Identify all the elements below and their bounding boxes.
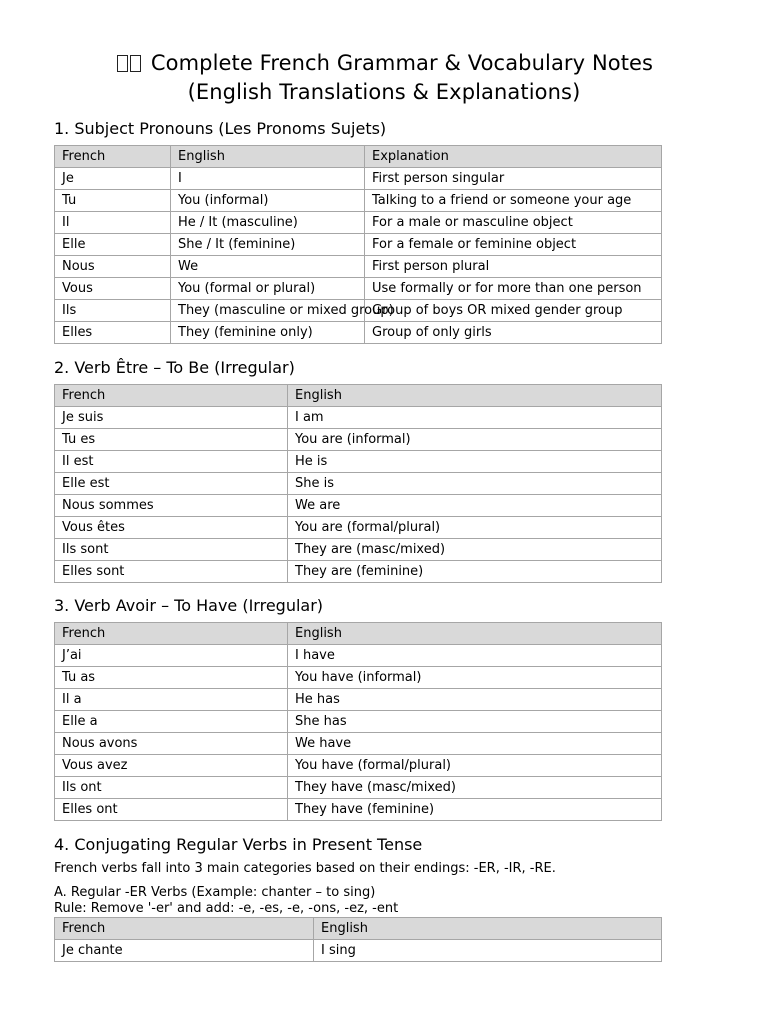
table-cell: They are (feminine) — [288, 561, 662, 583]
table-cell: They have (feminine) — [288, 799, 662, 821]
section-4-heading: 4. Conjugating Regular Verbs in Present Tense — [54, 835, 423, 854]
table-row — [55, 190, 662, 212]
table-cell: I am — [288, 407, 662, 429]
table-cell: We are — [288, 495, 662, 517]
table-cell: Ils — [55, 300, 171, 322]
table-cell: Tu — [55, 190, 171, 212]
table-cell: Il — [55, 212, 171, 234]
table-row — [55, 667, 662, 689]
table-cell: You (informal) — [171, 190, 365, 212]
table-cell: They (feminine only) — [171, 322, 365, 344]
table-row — [55, 495, 662, 517]
table-row — [55, 212, 662, 234]
table-row — [55, 407, 662, 429]
table-cell: Tu as — [55, 667, 288, 689]
column-header: French — [55, 623, 288, 645]
table-cell: They are (masc/mixed) — [288, 539, 662, 561]
column-header: French — [55, 918, 314, 940]
table-cell: You have (formal/plural) — [288, 755, 662, 777]
table-cell: Group of only girls — [365, 322, 662, 344]
table-row — [55, 755, 662, 777]
table-cell: Nous avons — [55, 733, 288, 755]
table-cell: Use formally or for more than one person — [365, 278, 662, 300]
table-cell: You are (informal) — [288, 429, 662, 451]
column-header: Explanation — [365, 146, 662, 168]
table-row — [55, 689, 662, 711]
table-cell: You (formal or plural) — [171, 278, 365, 300]
section-2-heading: 2. Verb Être – To Be (Irregular) — [54, 358, 295, 377]
table-cell: She is — [288, 473, 662, 495]
er-verbs-rule: Rule: Remove '-er' and add: -e, -es, -e, -ons, -ez, -ent — [54, 901, 399, 916]
table-row — [55, 645, 662, 667]
table-cell: Je chante — [55, 940, 314, 962]
table-cell: Il est — [55, 451, 288, 473]
column-header: English — [171, 146, 365, 168]
table-cell: Vous êtes — [55, 517, 288, 539]
table-cell: Ils ont — [55, 777, 288, 799]
er-verbs-table — [54, 917, 662, 962]
table-row — [55, 429, 662, 451]
title-line-1: Complete French Grammar & Vocabulary Notes — [0, 50, 768, 79]
section-3-heading: 3. Verb Avoir – To Have (Irregular) — [54, 596, 324, 615]
section-1-heading: 1. Subject Pronouns (Les Pronoms Sujets) — [54, 119, 387, 138]
table-row — [55, 940, 662, 962]
table-cell: Il a — [55, 689, 288, 711]
table-cell: He has — [288, 689, 662, 711]
table-cell: Talking to a friend or someone your age — [365, 190, 662, 212]
table-cell: Group of boys OR mixed gender group — [365, 300, 662, 322]
column-header: French — [55, 146, 171, 168]
table-cell: You have (informal) — [288, 667, 662, 689]
table-cell: For a female or feminine object — [365, 234, 662, 256]
table-row — [55, 517, 662, 539]
verb-avoir-table — [54, 622, 662, 821]
table-cell: They (masculine or mixed group) — [171, 300, 365, 322]
table-cell: I — [171, 168, 365, 190]
column-header: French — [55, 385, 288, 407]
table-row — [55, 539, 662, 561]
table-cell: He is — [288, 451, 662, 473]
table-cell: Elles sont — [55, 561, 288, 583]
table-cell: They have (masc/mixed) — [288, 777, 662, 799]
table-row — [55, 473, 662, 495]
table-cell: Ils sont — [55, 539, 288, 561]
column-header: English — [288, 385, 662, 407]
table-cell: Tu es — [55, 429, 288, 451]
table-row — [55, 256, 662, 278]
column-header: English — [314, 918, 662, 940]
table-cell: For a male or masculine object — [365, 212, 662, 234]
table-cell: Nous sommes — [55, 495, 288, 517]
table-row — [55, 234, 662, 256]
table-header-row — [55, 385, 662, 407]
table-cell: You are (formal/plural) — [288, 517, 662, 539]
table-row — [55, 300, 662, 322]
table-row — [55, 168, 662, 190]
table-header-row — [55, 918, 662, 940]
column-header: English — [288, 623, 662, 645]
verb-etre-table — [54, 384, 662, 583]
table-cell: Je — [55, 168, 171, 190]
table-cell: First person singular — [365, 168, 662, 190]
table-cell: Vous — [55, 278, 171, 300]
table-row — [55, 561, 662, 583]
section-4-intro: French verbs fall into 3 main categories based on their endings: -ER, -IR, -RE. — [54, 861, 556, 876]
table-cell: Elle est — [55, 473, 288, 495]
document-title — [0, 50, 768, 106]
table-row — [55, 799, 662, 821]
flag-icon — [115, 52, 145, 79]
table-cell: Je suis — [55, 407, 288, 429]
table-cell: I sing — [314, 940, 662, 962]
table-cell: Vous avez — [55, 755, 288, 777]
subject-pronouns-table — [54, 145, 662, 344]
table-row — [55, 733, 662, 755]
table-row — [55, 278, 662, 300]
table-header-row — [55, 623, 662, 645]
table-cell: She / It (feminine) — [171, 234, 365, 256]
table-row — [55, 711, 662, 733]
table-row — [55, 777, 662, 799]
table-cell: She has — [288, 711, 662, 733]
table-cell: Elles ont — [55, 799, 288, 821]
table-cell: Elle a — [55, 711, 288, 733]
table-cell: First person plural — [365, 256, 662, 278]
table-cell: We — [171, 256, 365, 278]
table-cell: Nous — [55, 256, 171, 278]
er-verbs-subheading: A. Regular -ER Verbs (Example: chanter – to sing) — [54, 885, 376, 900]
table-cell: I have — [288, 645, 662, 667]
table-cell: Elles — [55, 322, 171, 344]
title-line-2: (English Translations & Explanations) — [187, 80, 581, 104]
table-cell: He / It (masculine) — [171, 212, 365, 234]
table-cell: Elle — [55, 234, 171, 256]
table-row — [55, 451, 662, 473]
table-cell: We have — [288, 733, 662, 755]
table-row — [55, 322, 662, 344]
table-header-row — [55, 146, 662, 168]
table-cell: J’ai — [55, 645, 288, 667]
